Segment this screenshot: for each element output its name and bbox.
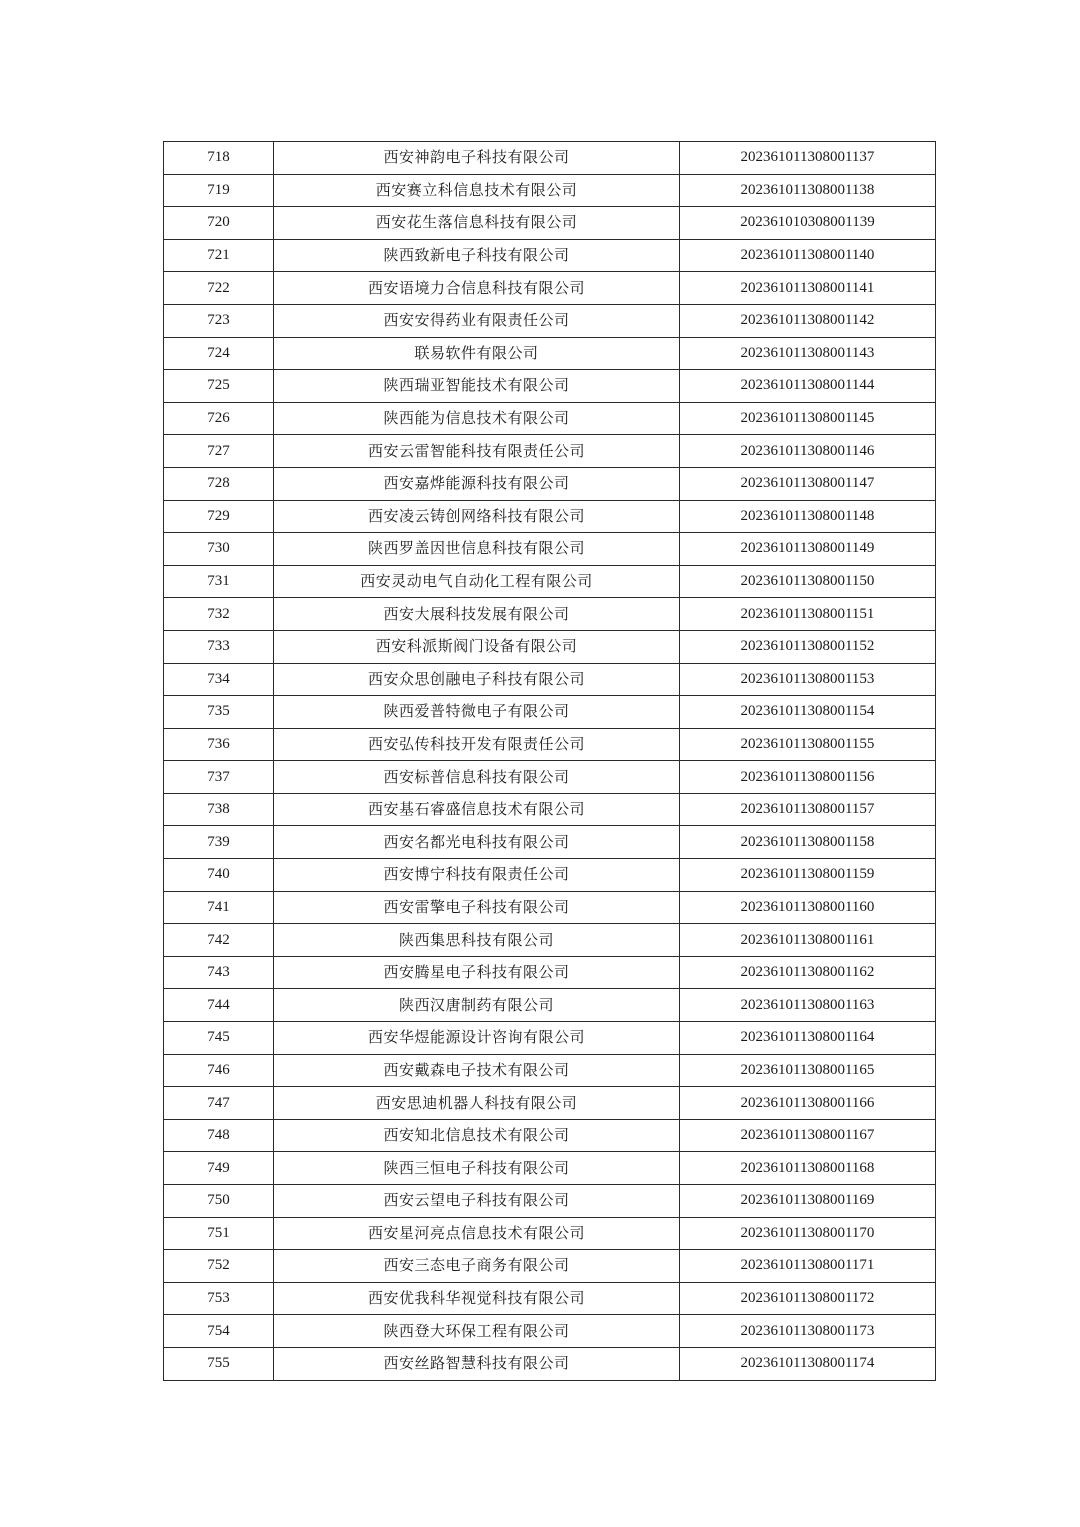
- company-name-cell: 西安雷擎电子科技有限公司: [274, 891, 680, 924]
- company-name-cell: 西安云雷智能科技有限责任公司: [274, 435, 680, 468]
- table-row: [164, 370, 936, 403]
- company-name-cell: 西安星河亮点信息技术有限公司: [274, 1217, 680, 1250]
- registration-code-cell: 202361011308001152: [680, 630, 936, 663]
- row-number-cell: 724: [164, 337, 274, 370]
- row-number-cell: 750: [164, 1185, 274, 1218]
- company-name-cell: 西安云望电子科技有限公司: [274, 1185, 680, 1218]
- registration-code-cell: 202361011308001162: [680, 956, 936, 989]
- registration-code-cell: 202361011308001173: [680, 1315, 936, 1348]
- table-row: [164, 761, 936, 794]
- row-number-cell: 722: [164, 272, 274, 305]
- table-row: [164, 435, 936, 468]
- company-name-cell: 西安嘉烨能源科技有限公司: [274, 467, 680, 500]
- table-row: [164, 989, 936, 1022]
- registration-code-cell: 202361011308001156: [680, 761, 936, 794]
- table-row: [164, 1315, 936, 1348]
- company-name-cell: 陕西集思科技有限公司: [274, 924, 680, 957]
- table-row: [164, 598, 936, 631]
- company-name-cell: 西安思迪机器人科技有限公司: [274, 1087, 680, 1120]
- table-row: [164, 272, 936, 305]
- company-name-cell: 联易软件有限公司: [274, 337, 680, 370]
- registration-code-cell: 202361011308001171: [680, 1250, 936, 1283]
- table-row: [164, 1054, 936, 1087]
- registration-code-cell: 202361011308001151: [680, 598, 936, 631]
- row-number-cell: 742: [164, 924, 274, 957]
- row-number-cell: 725: [164, 370, 274, 403]
- row-number-cell: 744: [164, 989, 274, 1022]
- registration-code-cell: 202361011308001164: [680, 1022, 936, 1055]
- table-row: [164, 891, 936, 924]
- company-name-cell: 西安安得药业有限责任公司: [274, 304, 680, 337]
- company-name-cell: 西安科派斯阀门设备有限公司: [274, 630, 680, 663]
- company-name-cell: 西安基石睿盛信息技术有限公司: [274, 793, 680, 826]
- row-number-cell: 745: [164, 1022, 274, 1055]
- row-number-cell: 755: [164, 1347, 274, 1380]
- registration-code-cell: 202361011308001142: [680, 304, 936, 337]
- company-name-cell: 西安花生落信息科技有限公司: [274, 207, 680, 240]
- row-number-cell: 736: [164, 728, 274, 761]
- table-row: [164, 728, 936, 761]
- table-row: [164, 859, 936, 892]
- row-number-cell: 726: [164, 402, 274, 435]
- table-row: [164, 500, 936, 533]
- table-row: [164, 207, 936, 240]
- company-name-cell: 西安戴森电子技术有限公司: [274, 1054, 680, 1087]
- table-row: [164, 1185, 936, 1218]
- company-name-cell: 西安名都光电科技有限公司: [274, 826, 680, 859]
- registration-code-cell: 202361011308001145: [680, 402, 936, 435]
- registration-code-cell: 202361011308001155: [680, 728, 936, 761]
- company-name-cell: 陕西能为信息技术有限公司: [274, 402, 680, 435]
- registration-code-cell: 202361011308001138: [680, 174, 936, 207]
- row-number-cell: 727: [164, 435, 274, 468]
- registration-code-cell: 202361011308001150: [680, 565, 936, 598]
- table-row: [164, 1250, 936, 1283]
- registration-code-cell: 202361011308001146: [680, 435, 936, 468]
- registration-code-cell: 202361011308001140: [680, 239, 936, 272]
- row-number-cell: 754: [164, 1315, 274, 1348]
- row-number-cell: 738: [164, 793, 274, 826]
- table-row: [164, 1282, 936, 1315]
- registration-code-cell: 202361011308001165: [680, 1054, 936, 1087]
- table-row: [164, 1347, 936, 1380]
- table-row: [164, 1152, 936, 1185]
- table-row: [164, 402, 936, 435]
- company-name-cell: 陕西登大环保工程有限公司: [274, 1315, 680, 1348]
- company-name-cell: 陕西三恒电子科技有限公司: [274, 1152, 680, 1185]
- table-row: [164, 1217, 936, 1250]
- registration-code-cell: 202361011308001163: [680, 989, 936, 1022]
- company-name-cell: 陕西致新电子科技有限公司: [274, 239, 680, 272]
- table-row: [164, 467, 936, 500]
- registration-code-cell: 202361011308001170: [680, 1217, 936, 1250]
- registration-code-cell: 202361011308001159: [680, 859, 936, 892]
- registration-code-cell: 202361011308001168: [680, 1152, 936, 1185]
- row-number-cell: 731: [164, 565, 274, 598]
- company-name-cell: 西安赛立科信息技术有限公司: [274, 174, 680, 207]
- registration-code-cell: 202361011308001144: [680, 370, 936, 403]
- row-number-cell: 749: [164, 1152, 274, 1185]
- row-number-cell: 741: [164, 891, 274, 924]
- company-name-cell: 陕西瑞亚智能技术有限公司: [274, 370, 680, 403]
- row-number-cell: 734: [164, 663, 274, 696]
- row-number-cell: 743: [164, 956, 274, 989]
- company-name-cell: 西安博宁科技有限责任公司: [274, 859, 680, 892]
- registration-code-cell: 202361011308001153: [680, 663, 936, 696]
- row-number-cell: 730: [164, 533, 274, 566]
- table-row: [164, 1022, 936, 1055]
- company-name-cell: 西安三态电子商务有限公司: [274, 1250, 680, 1283]
- table-row: [164, 956, 936, 989]
- registration-code-cell: 202361011308001166: [680, 1087, 936, 1120]
- registration-code-cell: 202361011308001141: [680, 272, 936, 305]
- row-number-cell: 720: [164, 207, 274, 240]
- registration-code-cell: 202361011308001172: [680, 1282, 936, 1315]
- registration-code-cell: 202361010308001139: [680, 207, 936, 240]
- company-name-cell: 西安凌云铸创网络科技有限公司: [274, 500, 680, 533]
- table-row: [164, 826, 936, 859]
- company-name-cell: 西安标普信息科技有限公司: [274, 761, 680, 794]
- registration-code-cell: 202361011308001174: [680, 1347, 936, 1380]
- row-number-cell: 729: [164, 500, 274, 533]
- row-number-cell: 751: [164, 1217, 274, 1250]
- table-row: [164, 924, 936, 957]
- table-row: [164, 337, 936, 370]
- company-name-cell: 西安弘传科技开发有限责任公司: [274, 728, 680, 761]
- registration-code-cell: 202361011308001137: [680, 142, 936, 175]
- table-row: [164, 1119, 936, 1152]
- row-number-cell: 746: [164, 1054, 274, 1087]
- table-row: [164, 565, 936, 598]
- table-row: [164, 630, 936, 663]
- company-name-cell: 西安大展科技发展有限公司: [274, 598, 680, 631]
- registration-code-cell: 202361011308001143: [680, 337, 936, 370]
- company-name-cell: 西安华煜能源设计咨询有限公司: [274, 1022, 680, 1055]
- company-name-cell: 西安众思创融电子科技有限公司: [274, 663, 680, 696]
- company-name-cell: 西安神韵电子科技有限公司: [274, 142, 680, 175]
- registration-code-cell: 202361011308001157: [680, 793, 936, 826]
- row-number-cell: 748: [164, 1119, 274, 1152]
- registration-code-cell: 202361011308001160: [680, 891, 936, 924]
- company-name-cell: 陕西罗盖因世信息科技有限公司: [274, 533, 680, 566]
- company-name-cell: 西安优我科华视觉科技有限公司: [274, 1282, 680, 1315]
- registration-code-cell: 202361011308001169: [680, 1185, 936, 1218]
- row-number-cell: 735: [164, 696, 274, 729]
- row-number-cell: 721: [164, 239, 274, 272]
- registry-table-body: [164, 142, 936, 1381]
- registration-code-cell: 202361011308001167: [680, 1119, 936, 1152]
- row-number-cell: 732: [164, 598, 274, 631]
- company-name-cell: 西安丝路智慧科技有限公司: [274, 1347, 680, 1380]
- company-name-cell: 陕西汉唐制药有限公司: [274, 989, 680, 1022]
- row-number-cell: 737: [164, 761, 274, 794]
- row-number-cell: 719: [164, 174, 274, 207]
- table-row: [164, 239, 936, 272]
- table-row: [164, 793, 936, 826]
- row-number-cell: 718: [164, 142, 274, 175]
- table-row: [164, 1087, 936, 1120]
- registration-code-cell: 202361011308001148: [680, 500, 936, 533]
- table-row: [164, 142, 936, 175]
- row-number-cell: 723: [164, 304, 274, 337]
- table-row: [164, 174, 936, 207]
- table-row: [164, 533, 936, 566]
- registration-code-cell: 202361011308001158: [680, 826, 936, 859]
- registration-code-cell: 202361011308001154: [680, 696, 936, 729]
- row-number-cell: 739: [164, 826, 274, 859]
- registration-code-cell: 202361011308001147: [680, 467, 936, 500]
- company-name-cell: 西安知北信息技术有限公司: [274, 1119, 680, 1152]
- company-name-cell: 西安灵动电气自动化工程有限公司: [274, 565, 680, 598]
- registration-code-cell: 202361011308001161: [680, 924, 936, 957]
- row-number-cell: 733: [164, 630, 274, 663]
- row-number-cell: 728: [164, 467, 274, 500]
- table-row: [164, 696, 936, 729]
- company-name-cell: 陕西爱普特微电子有限公司: [274, 696, 680, 729]
- table-row: [164, 663, 936, 696]
- company-registry-table: [163, 141, 936, 1381]
- company-name-cell: 西安语境力合信息科技有限公司: [274, 272, 680, 305]
- table-row: [164, 304, 936, 337]
- row-number-cell: 753: [164, 1282, 274, 1315]
- row-number-cell: 752: [164, 1250, 274, 1283]
- company-name-cell: 西安腾星电子科技有限公司: [274, 956, 680, 989]
- row-number-cell: 740: [164, 859, 274, 892]
- row-number-cell: 747: [164, 1087, 274, 1120]
- registration-code-cell: 202361011308001149: [680, 533, 936, 566]
